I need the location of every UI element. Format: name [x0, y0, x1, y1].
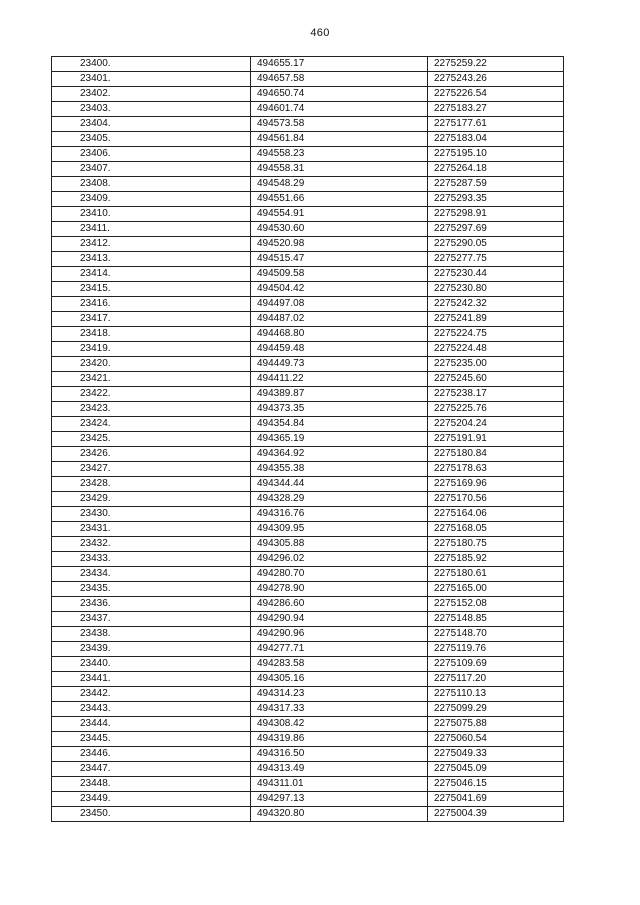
- y-coordinate-cell: 2275277.75: [428, 252, 564, 267]
- x-coordinate-cell: 494497.08: [251, 297, 428, 312]
- y-coordinate-cell: 2275170.56: [428, 492, 564, 507]
- x-coordinate-cell: 494297.13: [251, 792, 428, 807]
- y-coordinate-cell: 2275180.61: [428, 567, 564, 582]
- y-coordinate-cell: 2275180.84: [428, 447, 564, 462]
- x-coordinate-cell: 494277.71: [251, 642, 428, 657]
- table-row: [52, 162, 564, 177]
- y-coordinate-cell: 2275298.91: [428, 207, 564, 222]
- point-id-cell: 23423.: [52, 402, 251, 417]
- y-coordinate-cell: 2275230.80: [428, 282, 564, 297]
- point-id-cell: 23405.: [52, 132, 251, 147]
- point-id-cell: 23412.: [52, 237, 251, 252]
- table-row: [52, 387, 564, 402]
- table-row: [52, 72, 564, 87]
- y-coordinate-cell: 2275045.09: [428, 762, 564, 777]
- point-id-cell: 23438.: [52, 627, 251, 642]
- point-id-cell: 23420.: [52, 357, 251, 372]
- point-id-cell: 23442.: [52, 687, 251, 702]
- table-row: [52, 417, 564, 432]
- y-coordinate-cell: 2275109.69: [428, 657, 564, 672]
- x-coordinate-cell: 494278.90: [251, 582, 428, 597]
- point-id-cell: 23417.: [52, 312, 251, 327]
- x-coordinate-cell: 494283.58: [251, 657, 428, 672]
- table-row: [52, 177, 564, 192]
- y-coordinate-cell: 2275226.54: [428, 87, 564, 102]
- x-coordinate-cell: 494286.60: [251, 597, 428, 612]
- table-row: [52, 552, 564, 567]
- x-coordinate-cell: 494305.88: [251, 537, 428, 552]
- y-coordinate-cell: 2275290.05: [428, 237, 564, 252]
- x-coordinate-cell: 494364.92: [251, 447, 428, 462]
- y-coordinate-cell: 2275264.18: [428, 162, 564, 177]
- y-coordinate-cell: 2275164.06: [428, 507, 564, 522]
- table-row: [52, 642, 564, 657]
- x-coordinate-cell: 494290.94: [251, 612, 428, 627]
- x-coordinate-cell: 494548.29: [251, 177, 428, 192]
- table-row: [52, 102, 564, 117]
- table-row: [52, 372, 564, 387]
- y-coordinate-cell: 2275168.05: [428, 522, 564, 537]
- x-coordinate-cell: 494561.84: [251, 132, 428, 147]
- y-coordinate-cell: 2275049.33: [428, 747, 564, 762]
- coordinates-table-body: [52, 57, 564, 822]
- point-id-cell: 23445.: [52, 732, 251, 747]
- x-coordinate-cell: 494344.44: [251, 477, 428, 492]
- table-row: [52, 807, 564, 822]
- y-coordinate-cell: 2275242.32: [428, 297, 564, 312]
- x-coordinate-cell: 494655.17: [251, 57, 428, 72]
- table-row: [52, 447, 564, 462]
- point-id-cell: 23411.: [52, 222, 251, 237]
- table-row: [52, 252, 564, 267]
- y-coordinate-cell: 2275241.89: [428, 312, 564, 327]
- x-coordinate-cell: 494520.98: [251, 237, 428, 252]
- point-id-cell: 23433.: [52, 552, 251, 567]
- point-id-cell: 23441.: [52, 672, 251, 687]
- coordinates-table: [51, 56, 564, 822]
- point-id-cell: 23402.: [52, 87, 251, 102]
- x-coordinate-cell: 494317.33: [251, 702, 428, 717]
- point-id-cell: 23416.: [52, 297, 251, 312]
- table-row: [52, 57, 564, 72]
- x-coordinate-cell: 494280.70: [251, 567, 428, 582]
- x-coordinate-cell: 494308.42: [251, 717, 428, 732]
- point-id-cell: 23418.: [52, 327, 251, 342]
- x-coordinate-cell: 494328.29: [251, 492, 428, 507]
- point-id-cell: 23425.: [52, 432, 251, 447]
- point-id-cell: 23443.: [52, 702, 251, 717]
- point-id-cell: 23446.: [52, 747, 251, 762]
- y-coordinate-cell: 2275060.54: [428, 732, 564, 747]
- table-row: [52, 792, 564, 807]
- y-coordinate-cell: 2275117.20: [428, 672, 564, 687]
- y-coordinate-cell: 2275177.61: [428, 117, 564, 132]
- point-id-cell: 23422.: [52, 387, 251, 402]
- point-id-cell: 23404.: [52, 117, 251, 132]
- point-id-cell: 23448.: [52, 777, 251, 792]
- x-coordinate-cell: 494319.86: [251, 732, 428, 747]
- table-row: [52, 327, 564, 342]
- point-id-cell: 23424.: [52, 417, 251, 432]
- table-row: [52, 747, 564, 762]
- x-coordinate-cell: 494313.49: [251, 762, 428, 777]
- table-row: [52, 702, 564, 717]
- y-coordinate-cell: 2275245.60: [428, 372, 564, 387]
- x-coordinate-cell: 494558.31: [251, 162, 428, 177]
- point-id-cell: 23428.: [52, 477, 251, 492]
- point-id-cell: 23407.: [52, 162, 251, 177]
- table-row: [52, 402, 564, 417]
- point-id-cell: 23426.: [52, 447, 251, 462]
- point-id-cell: 23414.: [52, 267, 251, 282]
- x-coordinate-cell: 494487.02: [251, 312, 428, 327]
- y-coordinate-cell: 2275119.76: [428, 642, 564, 657]
- y-coordinate-cell: 2275004.39: [428, 807, 564, 822]
- table-row: [52, 342, 564, 357]
- x-coordinate-cell: 494530.60: [251, 222, 428, 237]
- y-coordinate-cell: 2275099.29: [428, 702, 564, 717]
- table-row: [52, 687, 564, 702]
- point-id-cell: 23436.: [52, 597, 251, 612]
- point-id-cell: 23449.: [52, 792, 251, 807]
- y-coordinate-cell: 2275191.91: [428, 432, 564, 447]
- y-coordinate-cell: 2275224.75: [428, 327, 564, 342]
- x-coordinate-cell: 494316.76: [251, 507, 428, 522]
- x-coordinate-cell: 494515.47: [251, 252, 428, 267]
- point-id-cell: 23450.: [52, 807, 251, 822]
- table-row: [52, 297, 564, 312]
- x-coordinate-cell: 494290.96: [251, 627, 428, 642]
- table-row: [52, 777, 564, 792]
- x-coordinate-cell: 494650.74: [251, 87, 428, 102]
- point-id-cell: 23410.: [52, 207, 251, 222]
- point-id-cell: 23437.: [52, 612, 251, 627]
- table-row: [52, 732, 564, 747]
- table-row: [52, 357, 564, 372]
- table-row: [52, 672, 564, 687]
- x-coordinate-cell: 494373.35: [251, 402, 428, 417]
- y-coordinate-cell: 2275243.26: [428, 72, 564, 87]
- table-row: [52, 567, 564, 582]
- y-coordinate-cell: 2275259.22: [428, 57, 564, 72]
- x-coordinate-cell: 494558.23: [251, 147, 428, 162]
- point-id-cell: 23430.: [52, 507, 251, 522]
- table-row: [52, 147, 564, 162]
- point-id-cell: 23440.: [52, 657, 251, 672]
- x-coordinate-cell: 494314.23: [251, 687, 428, 702]
- table-row: [52, 627, 564, 642]
- point-id-cell: 23427.: [52, 462, 251, 477]
- x-coordinate-cell: 494551.66: [251, 192, 428, 207]
- y-coordinate-cell: 2275287.59: [428, 177, 564, 192]
- x-coordinate-cell: 494509.58: [251, 267, 428, 282]
- y-coordinate-cell: 2275169.96: [428, 477, 564, 492]
- y-coordinate-cell: 2275224.48: [428, 342, 564, 357]
- table-row: [52, 522, 564, 537]
- y-coordinate-cell: 2275185.92: [428, 552, 564, 567]
- point-id-cell: 23408.: [52, 177, 251, 192]
- point-id-cell: 23415.: [52, 282, 251, 297]
- table-row: [52, 192, 564, 207]
- table-row: [52, 462, 564, 477]
- y-coordinate-cell: 2275148.70: [428, 627, 564, 642]
- x-coordinate-cell: 494573.58: [251, 117, 428, 132]
- point-id-cell: 23444.: [52, 717, 251, 732]
- x-coordinate-cell: 494365.19: [251, 432, 428, 447]
- y-coordinate-cell: 2275183.27: [428, 102, 564, 117]
- point-id-cell: 23435.: [52, 582, 251, 597]
- y-coordinate-cell: 2275195.10: [428, 147, 564, 162]
- point-id-cell: 23403.: [52, 102, 251, 117]
- table-row: [52, 267, 564, 282]
- y-coordinate-cell: 2275178.63: [428, 462, 564, 477]
- point-id-cell: 23421.: [52, 372, 251, 387]
- point-id-cell: 23447.: [52, 762, 251, 777]
- y-coordinate-cell: 2275110.13: [428, 687, 564, 702]
- table-row: [52, 132, 564, 147]
- point-id-cell: 23413.: [52, 252, 251, 267]
- table-row: [52, 477, 564, 492]
- table-row: [52, 657, 564, 672]
- x-coordinate-cell: 494311.01: [251, 777, 428, 792]
- table-row: [52, 492, 564, 507]
- y-coordinate-cell: 2275230.44: [428, 267, 564, 282]
- y-coordinate-cell: 2275183.04: [428, 132, 564, 147]
- table-row: [52, 597, 564, 612]
- y-coordinate-cell: 2275041.69: [428, 792, 564, 807]
- x-coordinate-cell: 494320.80: [251, 807, 428, 822]
- page-number: 460: [310, 27, 330, 39]
- x-coordinate-cell: 494459.48: [251, 342, 428, 357]
- y-coordinate-cell: 2275148.85: [428, 612, 564, 627]
- point-id-cell: 23400.: [52, 57, 251, 72]
- table-row: [52, 222, 564, 237]
- y-coordinate-cell: 2275297.69: [428, 222, 564, 237]
- point-id-cell: 23434.: [52, 567, 251, 582]
- point-id-cell: 23439.: [52, 642, 251, 657]
- table-row: [52, 237, 564, 252]
- point-id-cell: 23406.: [52, 147, 251, 162]
- table-row: [52, 312, 564, 327]
- point-id-cell: 23431.: [52, 522, 251, 537]
- table-row: [52, 117, 564, 132]
- table-row: [52, 537, 564, 552]
- table-row: [52, 507, 564, 522]
- table-row: [52, 762, 564, 777]
- x-coordinate-cell: 494504.42: [251, 282, 428, 297]
- table-row: [52, 207, 564, 222]
- table-row: [52, 87, 564, 102]
- x-coordinate-cell: 494305.16: [251, 672, 428, 687]
- point-id-cell: 23419.: [52, 342, 251, 357]
- x-coordinate-cell: 494411.22: [251, 372, 428, 387]
- y-coordinate-cell: 2275075.88: [428, 717, 564, 732]
- table-row: [52, 717, 564, 732]
- x-coordinate-cell: 494309.95: [251, 522, 428, 537]
- y-coordinate-cell: 2275152.08: [428, 597, 564, 612]
- x-coordinate-cell: 494355.38: [251, 462, 428, 477]
- y-coordinate-cell: 2275165.00: [428, 582, 564, 597]
- y-coordinate-cell: 2275235.00: [428, 357, 564, 372]
- table-row: [52, 432, 564, 447]
- x-coordinate-cell: 494296.02: [251, 552, 428, 567]
- table-row: [52, 612, 564, 627]
- point-id-cell: 23432.: [52, 537, 251, 552]
- point-id-cell: 23429.: [52, 492, 251, 507]
- x-coordinate-cell: 494468.80: [251, 327, 428, 342]
- y-coordinate-cell: 2275293.35: [428, 192, 564, 207]
- y-coordinate-cell: 2275204.24: [428, 417, 564, 432]
- table-row: [52, 582, 564, 597]
- table-row: [52, 282, 564, 297]
- y-coordinate-cell: 2275225.76: [428, 402, 564, 417]
- x-coordinate-cell: 494601.74: [251, 102, 428, 117]
- y-coordinate-cell: 2275180.75: [428, 537, 564, 552]
- x-coordinate-cell: 494389.87: [251, 387, 428, 402]
- y-coordinate-cell: 2275238.17: [428, 387, 564, 402]
- point-id-cell: 23401.: [52, 72, 251, 87]
- x-coordinate-cell: 494554.91: [251, 207, 428, 222]
- x-coordinate-cell: 494316.50: [251, 747, 428, 762]
- x-coordinate-cell: 494657.58: [251, 72, 428, 87]
- point-id-cell: 23409.: [52, 192, 251, 207]
- y-coordinate-cell: 2275046.15: [428, 777, 564, 792]
- x-coordinate-cell: 494449.73: [251, 357, 428, 372]
- x-coordinate-cell: 494354.84: [251, 417, 428, 432]
